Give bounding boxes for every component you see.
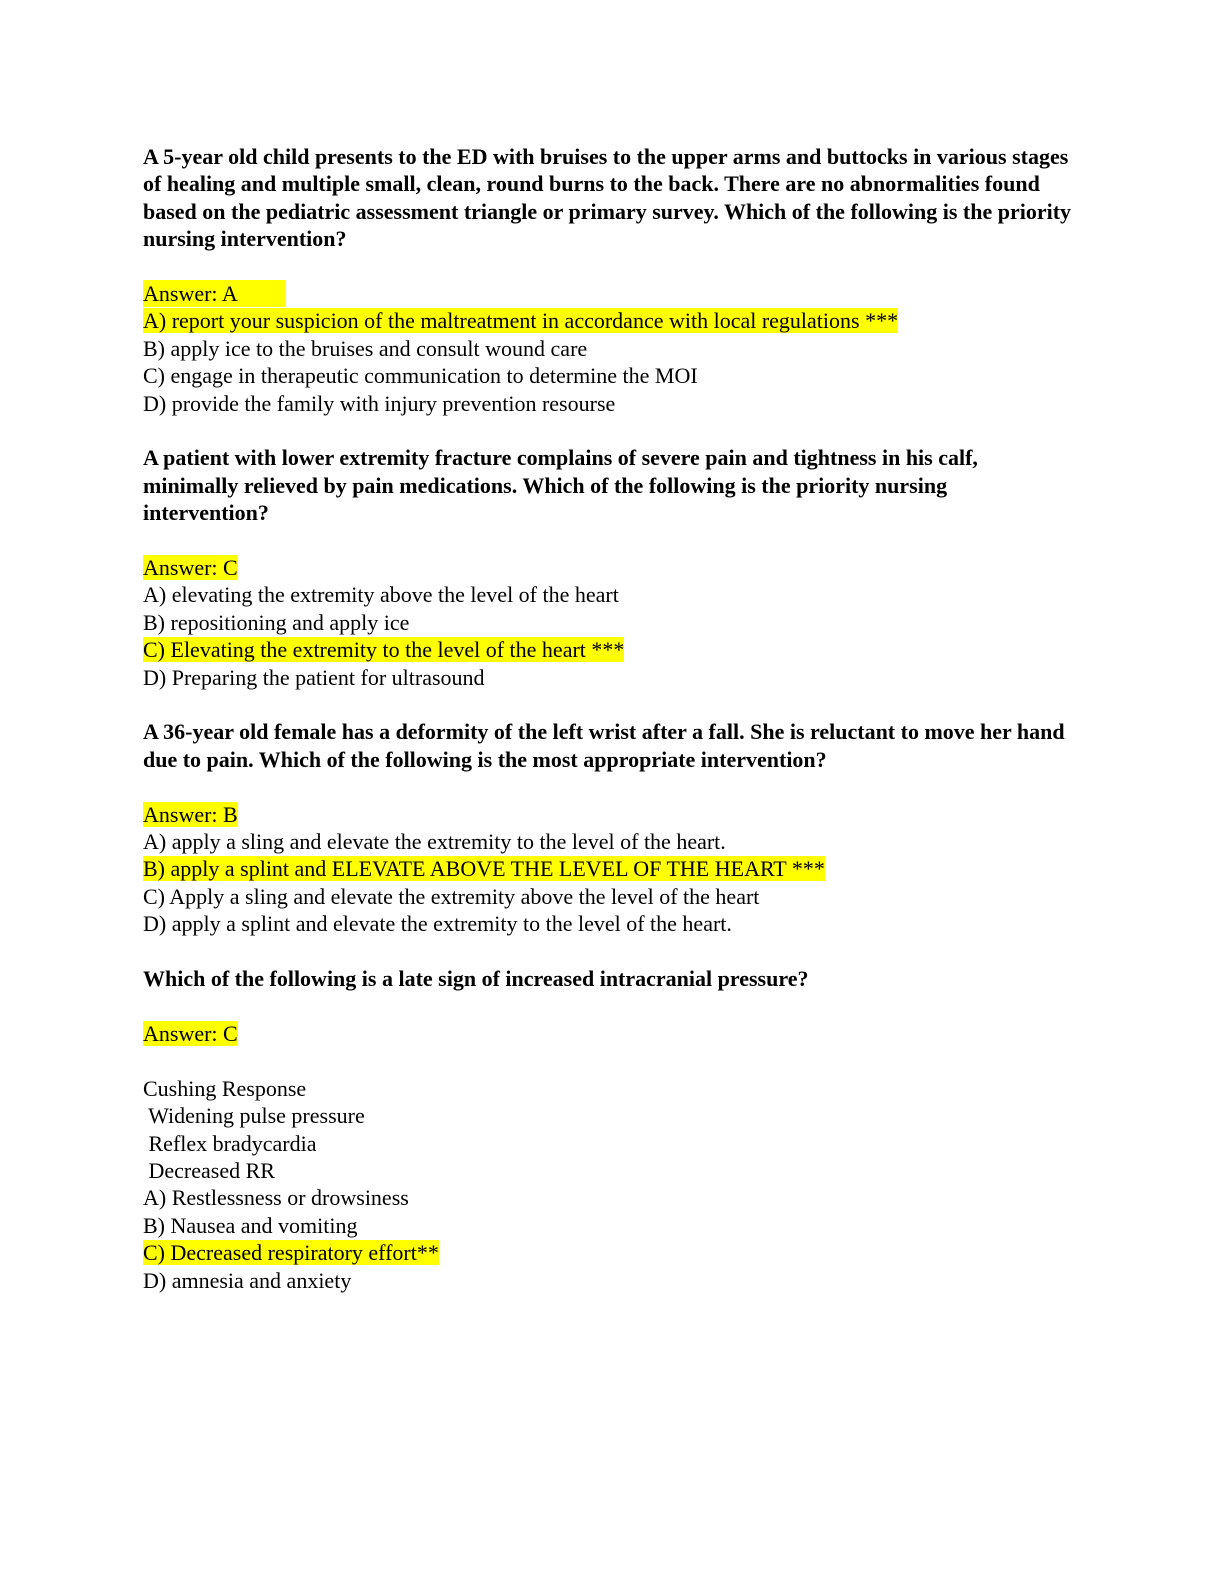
answer-2-text: Answer: C: [143, 555, 238, 581]
document-page: [143, 143, 1073, 1294]
q3-option-a: A) apply a sling and elevate the extremity to the level of the heart.: [143, 829, 726, 855]
answer-3: [143, 801, 1073, 828]
q4-option-a: A) Restlessness or drowsiness: [143, 1185, 409, 1211]
spacer: [143, 417, 1073, 444]
answer-2: [143, 554, 1073, 581]
q3-option-b-text: B) apply a splint and ELEVATE ABOVE THE LEVEL OF THE HEART ***: [143, 856, 825, 882]
q4-option-c-text: C) Decreased respiratory effort**: [143, 1240, 439, 1266]
answer-1-text: Answer: A: [143, 280, 286, 307]
q2-option-c-text: C) Elevating the extremity to the level of the heart ***: [143, 637, 625, 663]
spacer: [143, 1047, 1073, 1074]
q4-option-d: D) amnesia and anxiety: [143, 1267, 352, 1293]
spacer: [143, 773, 1073, 800]
q2-option-c: [143, 636, 1073, 663]
q1-option-c: C) engage in therapeutic communication to determine the MOI: [143, 363, 698, 389]
spacer: [143, 527, 1073, 554]
spacer: [143, 993, 1073, 1020]
q3-option-d: D) apply a splint and elevate the extremity to the level of the heart.: [143, 911, 732, 937]
q2-option-b: B) repositioning and apply ice: [143, 609, 410, 635]
question-2: A patient with lower extremity fracture complains of severe pain and tightness in his calf, minimally relieved by pain medications. Which of the following is the priority nursing intervention?: [143, 445, 978, 526]
q1-option-a: [143, 307, 1073, 334]
q1-option-d: D) provide the family with injury prevention resourse: [143, 390, 616, 416]
q2-option-d: D) Preparing the patient for ultrasound: [143, 664, 485, 690]
q4-note: Widening pulse pressure: [143, 1103, 365, 1129]
q3-option-c: C) Apply a sling and elevate the extremity above the level of the heart: [143, 883, 760, 909]
q4-option-b: B) Nausea and vomiting: [143, 1212, 358, 1238]
answer-4: [143, 1020, 1073, 1047]
q4-note: Decreased RR: [143, 1157, 275, 1183]
answer-1: [143, 280, 1073, 307]
spacer: [143, 253, 1073, 280]
q2-option-a: A) elevating the extremity above the level of the heart: [143, 582, 619, 608]
q4-note: Reflex bradycardia: [143, 1130, 317, 1156]
question-1: A 5-year old child presents to the ED with bruises to the upper arms and buttocks in various stages of healing and multiple small, clean, round burns to the back. There are no abnormalities found based on the pediatric assessment triangle or primary survey. Which of the following is the priority nursing intervention?: [143, 144, 1072, 252]
spacer: [143, 938, 1073, 965]
answer-3-text: Answer: B: [143, 801, 238, 827]
spacer: [143, 691, 1073, 718]
q3-option-b: [143, 855, 1073, 882]
q1-option-b: B) apply ice to the bruises and consult wound care: [143, 335, 588, 361]
q4-option-c: [143, 1239, 1073, 1266]
q1-option-a-text: A) report your suspicion of the maltreatment in accordance with local regulations ***: [143, 308, 899, 334]
answer-4-text: Answer: C: [143, 1020, 238, 1046]
question-3: A 36-year old female has a deformity of the left wrist after a fall. She is reluctant to move her hand due to pain. Which of the following is the most appropriate intervention?: [143, 719, 1065, 772]
question-4: Which of the following is a late sign of increased intracranial pressure?: [143, 966, 809, 992]
q4-note: Cushing Response: [143, 1075, 307, 1101]
